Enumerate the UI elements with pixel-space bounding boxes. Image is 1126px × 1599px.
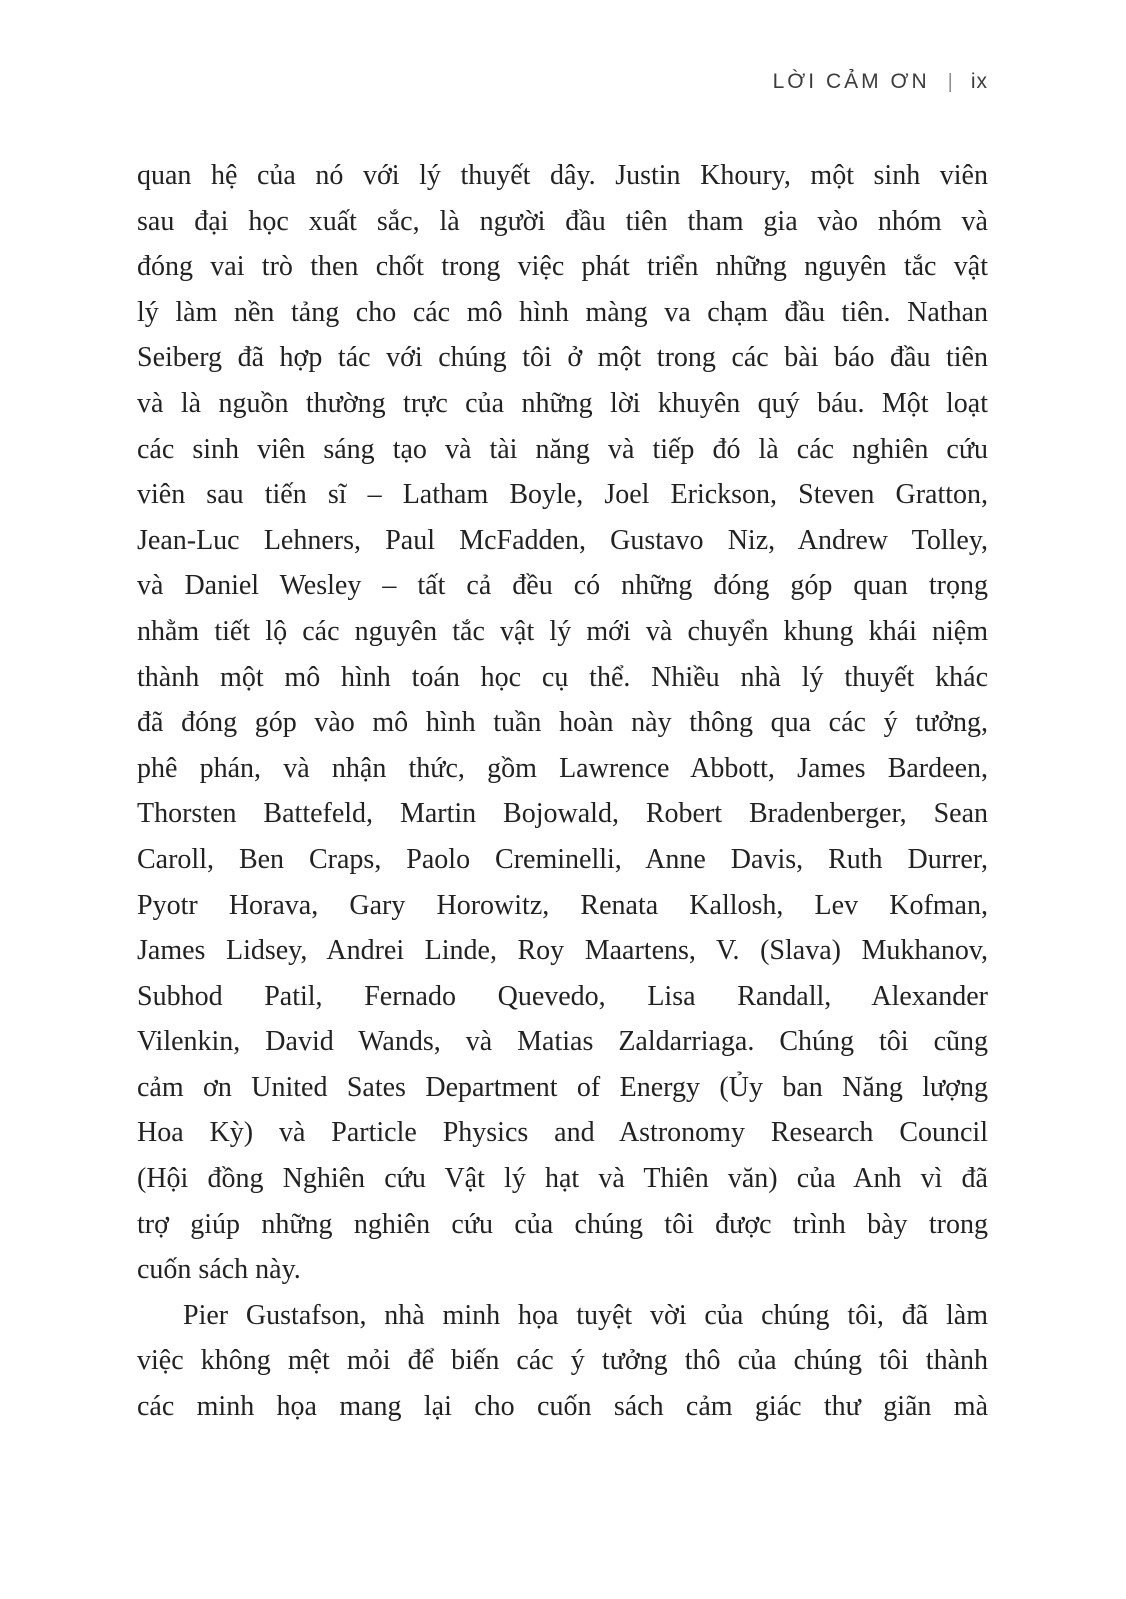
- header-separator: |: [947, 71, 953, 93]
- text-line: thành một mô hình toán học cụ thể. Nhiều nhà lý thuyết khác: [137, 661, 988, 693]
- text-line: lý làm nền tảng cho các mô hình màng va chạm đầu tiên. Nathan: [137, 296, 988, 328]
- text-line: viên sau tiến sĩ – Latham Boyle, Joel Erickson, Steven Gratton,: [137, 479, 988, 511]
- text-line: đóng vai trò then chốt trong việc phát triển những nguyên tắc vật: [137, 251, 988, 283]
- text-line: các minh họa mang lại cho cuốn sách cảm giác thư giãn mà: [137, 1391, 988, 1423]
- text-line: quan hệ của nó với lý thuyết dây. Justin Khoury, một sinh viên: [137, 160, 988, 191]
- section-title: LỜI CẢM ƠN: [772, 70, 930, 93]
- text-line: Thorsten Battefeld, Martin Bojowald, Robert Bradenberger, Sean: [137, 798, 988, 830]
- text-line: Vilenkin, David Wands, và Matias Zaldarriaga. Chúng tôi cũng: [137, 1026, 988, 1058]
- text-line: Caroll, Ben Craps, Paolo Creminelli, Anne Davis, Ruth Durrer,: [137, 843, 988, 875]
- running-header: [773, 70, 988, 94]
- text-line: Hoa Kỳ) và Particle Physics and Astronomy Research Council: [137, 1117, 988, 1149]
- text-line: phê phán, và nhận thức, gồm Lawrence Abbott, James Bardeen,: [137, 752, 988, 784]
- text-line: cuốn sách này.: [137, 1254, 301, 1286]
- page-number: ix: [970, 70, 988, 93]
- text-line: Subhod Patil, Fernado Quevedo, Lisa Randall, Alexander: [137, 980, 988, 1012]
- text-line: Seiberg đã hợp tác với chúng tôi ở một trong các bài báo đầu tiên: [137, 342, 988, 374]
- text-line: Pier Gustafson, nhà minh họa tuyệt vời của chúng tôi, đã làm: [183, 1299, 988, 1331]
- text-block: [137, 153, 988, 1430]
- acknowledgments-continued-paragraph: [137, 153, 988, 1293]
- text-line: và là nguồn thường trực của những lời khuyên quý báu. Một loạt: [137, 387, 988, 419]
- pier-gustafson-paragraph: [137, 1293, 988, 1430]
- text-line: James Lidsey, Andrei Linde, Roy Maartens, V. (Slava) Mukhanov,: [137, 935, 988, 967]
- text-line: việc không mệt mỏi để biến các ý tưởng thô của chúng tôi thành: [137, 1345, 988, 1377]
- text-line: (Hội đồng Nghiên cứu Vật lý hạt và Thiên văn) của Anh vì đã: [137, 1163, 988, 1195]
- text-line: nhằm tiết lộ các nguyên tắc vật lý mới và chuyển khung khái niệm: [137, 615, 988, 647]
- text-line: sau đại học xuất sắc, là người đầu tiên tham gia vào nhóm và: [137, 205, 988, 237]
- text-line: cảm ơn United Sates Department of Energy (Ủy ban Năng lượng: [137, 1071, 988, 1103]
- text-line: đã đóng góp vào mô hình tuần hoàn này thông qua các ý tưởng,: [137, 707, 988, 739]
- text-line: Pyotr Horava, Gary Horowitz, Renata Kallosh, Lev Kofman,: [137, 889, 988, 921]
- text-line: và Daniel Wesley – tất cả đều có những đóng góp quan trọng: [137, 570, 988, 602]
- text-line: Jean-Luc Lehners, Paul McFadden, Gustavo Niz, Andrew Tolley,: [137, 524, 988, 556]
- text-line: các sinh viên sáng tạo và tài năng và tiếp đó là các nghiên cứu: [137, 433, 988, 465]
- text-line: trợ giúp những nghiên cứu của chúng tôi được trình bày trong: [137, 1208, 988, 1240]
